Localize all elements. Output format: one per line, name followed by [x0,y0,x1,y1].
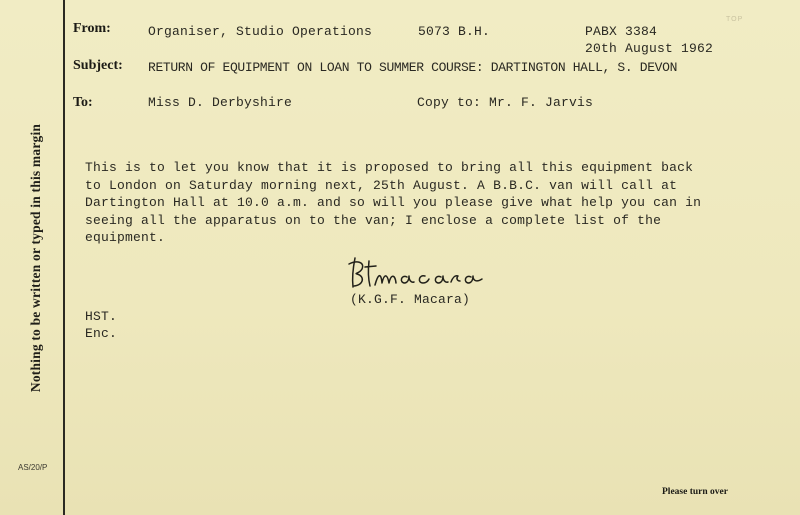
subject-label: Subject: [73,58,123,73]
top-mark: TOP [726,16,744,23]
signatory-name: (K.G.F. Macara) [350,292,471,307]
to-value: Miss D. Derbyshire [148,95,293,110]
body-line: equipment. [85,230,166,245]
to-label: To: [73,95,93,110]
body-line: seeing all the apparatus on to the van; I enclose a complete list of the [85,212,662,228]
body-line: Dartington Hall at 10.0 a.m. and so will you please give what help you can in [85,195,702,210]
subject-value: RETURN OF EQUIPMENT ON LOAN TO SUMMER COURSE: DARTINGTON HALL, S. DEVON [148,60,678,75]
from-value: Organiser, Studio Operations [148,24,373,39]
body-line: This is to let you know that it is proposed to bring all this equipment back [85,160,694,175]
memo-date: 20th August 1962 [585,41,714,56]
reference-initials: HST. [85,309,118,324]
from-label: From: [73,21,111,36]
handwritten-signature [345,252,495,294]
turn-over-note: Please turn over [662,487,728,497]
margin-rule [63,0,65,515]
enclosure-note: Enc. [85,326,118,341]
extension: 5073 B.H. [418,24,491,39]
body-line: to London on Saturday morning next, 25th August. A B.B.C. van will call at [85,177,678,193]
memo-body [85,159,701,247]
copy-to: Copy to: Mr. F. Jarvis [417,95,594,110]
margin-note: Nothing to be written or typed in this margin [28,123,43,393]
form-code: AS/20/P [18,463,48,472]
pabx-number: PABX 3384 [585,24,658,39]
